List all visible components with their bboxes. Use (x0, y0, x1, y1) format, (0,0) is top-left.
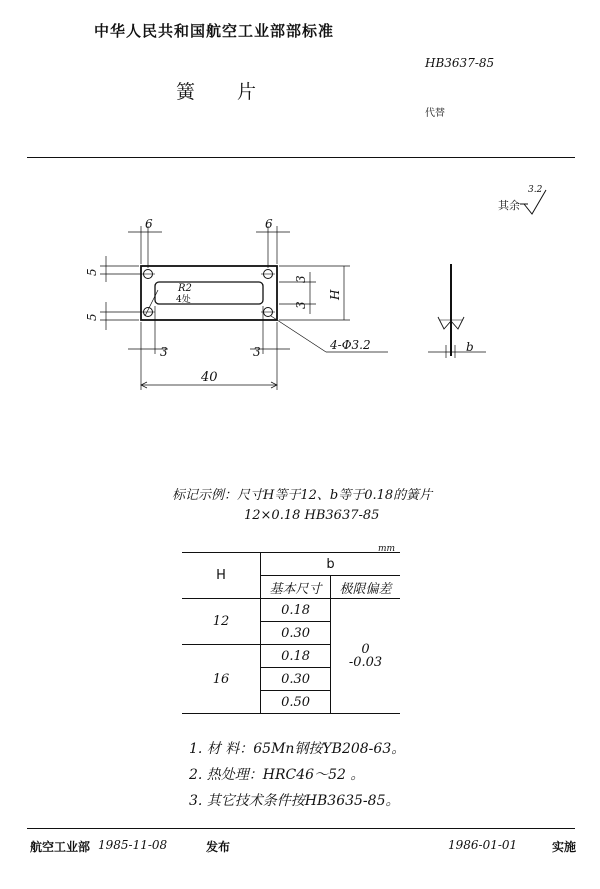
header-b: b (261, 553, 401, 576)
roughness-value: 3.2 (528, 185, 543, 195)
dim-40: 40 (201, 370, 218, 385)
header-basic-size: 基本尺寸 (261, 576, 331, 599)
dim-6-right: 6 (265, 217, 273, 231)
radius-label: R2 (178, 283, 192, 294)
header-tolerance: 极限偏差 (331, 576, 400, 599)
cell-H-16: 16 (182, 645, 261, 714)
marking-example: 标记示例：尺寸H等于12、b等于0.18的簧片 (172, 488, 433, 503)
footer-issuer: 航空工业部 (30, 840, 91, 854)
footer-issue-label: 发布 (206, 840, 231, 854)
slot-cutout (155, 282, 263, 304)
cell-b-0-0: 0.18 (261, 599, 331, 622)
roughness-label: 其余 (498, 199, 520, 212)
cell-b-0-1: 0.30 (261, 622, 331, 645)
document-title: 簧 片 (176, 81, 275, 103)
header-H: H (182, 553, 261, 599)
cell-b-1-2: 0.50 (261, 691, 331, 714)
dim-5-top: 5 (85, 268, 99, 276)
note-3: 3. 其它技术条件按HB3635-85。 (189, 793, 400, 809)
hole-callout: 4-Φ3.2 (330, 338, 371, 352)
marking-code: 12×0.18 HB3637-85 (244, 508, 380, 523)
tolerance-upper: 0 (361, 642, 370, 657)
cell-tolerance (331, 599, 400, 714)
cell-b-1-1: 0.30 (261, 668, 331, 691)
dim-3-upper: 3 (294, 275, 308, 283)
plate-outline (141, 266, 277, 320)
thickness-label: b (466, 340, 474, 354)
note-2: 2. 热处理：HRC46～52 。 (189, 767, 365, 783)
issuing-organization: 中华人民共和国航空工业部部标准 (94, 22, 335, 40)
dim-3-bottom-left: 3 (160, 345, 168, 359)
standard-number: HB3637-85 (425, 56, 495, 70)
cell-b-1-0: 0.18 (261, 645, 331, 668)
tolerance-lower: -0.03 (348, 655, 383, 670)
footer-effective-date: 1986-01-01 (448, 838, 518, 852)
cell-H-12: 12 (182, 599, 261, 645)
table-unit: mm (378, 544, 396, 554)
dim-3-bottom-right: 3 (253, 345, 261, 359)
dim-3-lower: 3 (294, 301, 308, 309)
footer-issue-date: 1985-11-08 (98, 838, 168, 852)
dimension-table (182, 552, 400, 714)
dim-6-left: 6 (145, 217, 153, 231)
footer-rule (27, 828, 575, 829)
footer-effective-label: 实施 (552, 840, 577, 854)
radius-count: 4处 (176, 295, 191, 305)
replaces-label: 代替 (425, 108, 445, 119)
dim-H: H (328, 289, 342, 300)
note-1: 1. 材 料：65Mn钢按YB208-63。 (189, 741, 406, 757)
dim-5-bottom: 5 (85, 313, 99, 321)
